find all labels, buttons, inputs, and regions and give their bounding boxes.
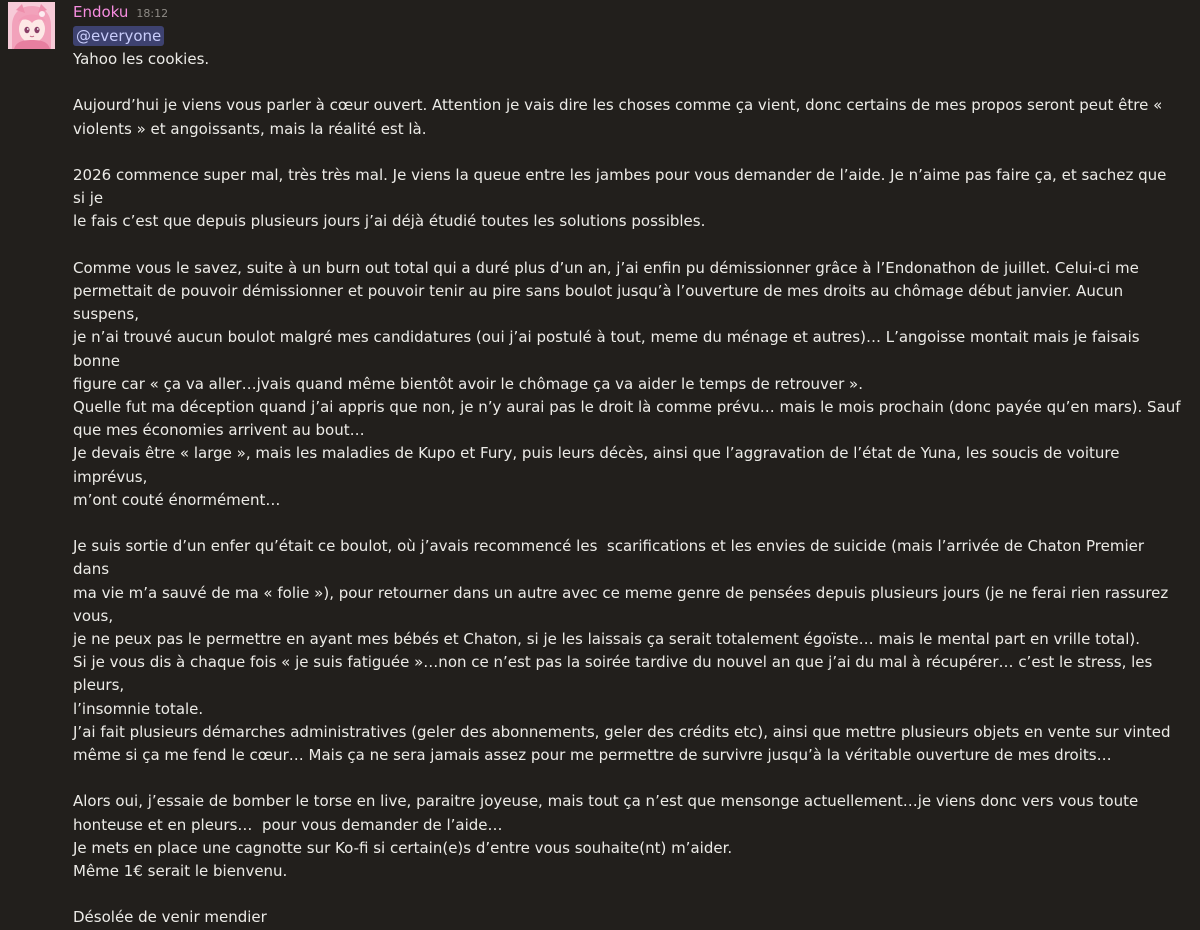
message-line: honteuse et en pleurs… pour vous demander de l’aide… [73,815,503,834]
message-line: Même 1€ serait le bienvenu. [73,862,288,881]
message-line: figure car « ça va aller…jvais quand même bientôt avoir le chômage ça va aider le temps de retrouver ». [73,374,863,393]
message-line: J’ai fait plusieurs démarches administratives (geler des abonnements, geler des crédits etc), ainsi que mettre plusieurs objets en vente sur vinted [73,722,1171,741]
message-line: permettait de pouvoir démissionner et pouvoir tenir au pire sans boulot jusqu’à l’ouverture de mes droits au chômage début janvier. Aucun suspens, [73,281,1128,324]
paragraph-gap [73,71,1183,94]
message-line: que mes économies arrivent au bout… [73,421,365,440]
paragraph-gap [73,512,1183,535]
message-line: je ne peux pas le permettre en ayant mes bébés et Chaton, si je les laissais ça serait totalement égoïste… mais le mental part en vrille total). [73,630,1140,649]
message-line: Je mets en place une cagnotte sur Ko-fi si certain(e)s d’entre vous souhaite(nt) m’aider. [73,838,733,857]
user-avatar[interactable] [8,2,55,49]
mention-line [73,26,1183,48]
message-timestamp[interactable]: 18:12 [136,7,169,20]
paragraph-gap [73,234,1183,257]
message-content [73,3,1183,930]
message-line: l’insomnie totale. [73,699,204,718]
pink-haired-girl-avatar-icon [8,2,55,49]
message-line: Aujourd’hui je viens vous parler à cœur ouvert. Attention je vais dire les choses comme ça vient, donc certains de mes propos seront peut être « [73,96,1163,115]
message-header [73,3,1183,25]
message-line: Si je vous dis à chaque fois « je suis fatiguée »…non ce n’est pas la soirée tardive du nouvel an que j’ai du mal à récupérer… c’est le stress, les pleurs, [73,653,1158,695]
message-line: Comme vous le savez, suite à un burn out total qui a duré plus d’un an, j’ai enfin pu démissionner grâce à l’Endonathon de juillet. Celui-ci me [73,258,1139,277]
paragraph-gap [73,141,1183,164]
message-line: 2026 commence super mal, très très mal. Je viens la queue entre les jambes pour vous demander de l’aide. Je n’aime pas faire ça, et sachez que si je [73,165,1172,208]
paragraph-gap [73,767,1183,790]
message-line: Je suis sortie d’un enfer qu’était ce boulot, où j’avais recommencé les scarifications et les envies de suicide (mais l’arrivée de Chaton Premier dans [73,537,1149,579]
message-line: violents » et angoissants, mais la réalité est là. [73,119,427,138]
message-body [73,48,1183,930]
message-line: Quelle fut ma déception quand j’ai appris que non, je n’y aurai pas le droit là comme prévu… mais le mois prochain (donc payée qu’en mars). Sauf [73,398,1181,416]
message-line: même si ça me fend le cœur… Mais ça ne sera jamais assez pour me permettre de survivre jusqu’à la véritable ouverture de mes droits… [73,746,1112,765]
author-name[interactable]: Endoku [73,3,129,21]
everyone-mention[interactable]: @everyone [73,26,164,46]
message-line: Désolée de venir mendier [73,908,267,927]
message-line: Alors oui, j’essaie de bomber le torse en live, paraitre joyeuse, mais tout ça n’est que mensonge actuellement…je viens donc vers vous toute [73,792,1139,811]
message-line: Je devais être « large », mais les maladies de Kupo et Fury, puis leurs décès, ainsi que l’aggravation de l’état de Yuna, les soucis de voiture imprévus, [73,444,1125,486]
message-line: le fais c’est que depuis plusieurs jours j’ai déjà étudié toutes les solutions possibles. [73,212,706,231]
message-line: Yahoo les cookies. [73,50,210,68]
paragraph-gap [73,883,1183,906]
message-line: ma vie m’a sauvé de ma « folie »), pour retourner dans un autre avec ce meme genre de pensées depuis plusieurs jours (je ne ferai rien rassurez vous, [73,583,1173,625]
message-line: m’ont couté énormément… [73,490,281,509]
message-line: je n’ai trouvé aucun boulot malgré mes candidatures (oui j’ai postulé à tout, meme du ménage et autres)… L’angoisse montait mais je faisais bonne [73,328,1145,370]
